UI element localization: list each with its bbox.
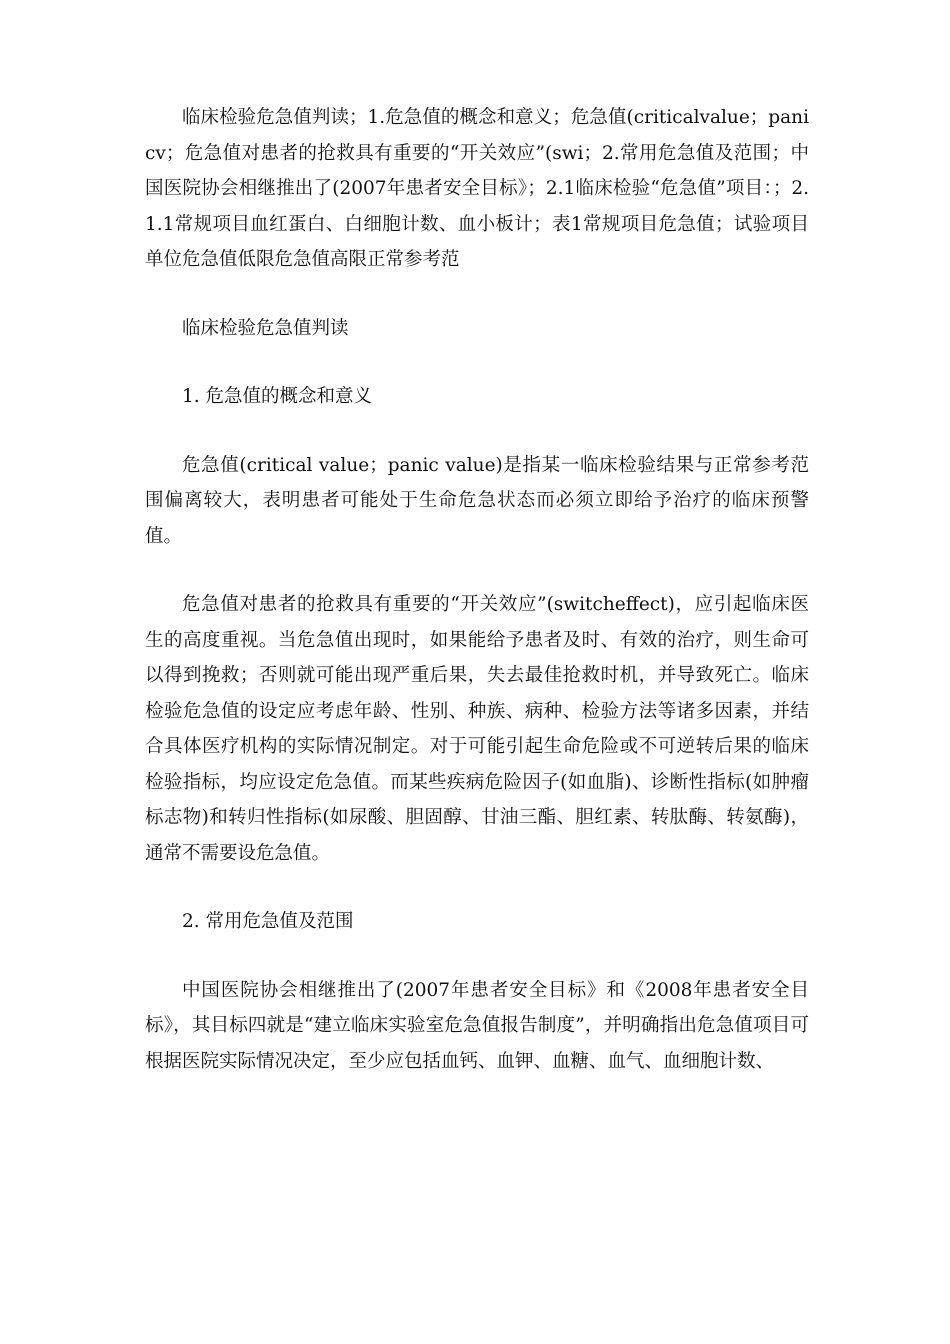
summary-paragraph: 临床检验危急值判读；1.危急值的概念和意义；危急值(criticalvalue；panicv；危急值对患者的抢救具有重要的“开关效应”(swi；2.常用危急值及范围；中国医院协会相继推出了(2007年患者安全目标》；2.1临床检验“危急值”项目：；2.1.1常规项目血红蛋白、白细胞计数、血小板计；表1常规项目危急值；试验项目单位危急值低限危急值高限正常参考范: [145, 107, 809, 270]
section-2-heading: 2. 常用危急值及范围: [182, 911, 354, 932]
document-title: 临床检验危急值判读: [182, 317, 349, 339]
section-1-paragraph-2: 危急值对患者的抢救具有重要的“开关效应”(switcheffect)，应引起临床医生的高度重视。当危急值出现时，如果能给予患者及时、有效的治疗，则生命可以得到挽救；否则就可能出现严重后果，失去最佳抢救时机，并导致死亡。临床检验危急值的设定应考虑年龄、性别、种族、病种、检验方法等诸多因素，并结合具体医疗机构的实际情况制定。对于可能引起生命危险或不可逆转后果的临床检验指标，均应设定危急值。而某些疾病危险因子(如血脂)、诊断性指标(如肿瘤标志物)和转归性指标(如尿酸、胆固醇、甘油三酯、胆红素、转肽酶、转氨酶)，通常不需要设危急值。: [145, 594, 809, 864]
document-page: [145, 100, 809, 1112]
section-1-heading: 1. 危急值的概念和意义: [182, 386, 373, 407]
section-2-paragraph-1: 中国医院协会相继推出了(2007年患者安全目标》和《2008年患者安全目标》，其目标四就是“建立临床实验室危急值报告制度”，并明确指出危急值项目可根据医院实际情况决定，至少应包括血钙、血钾、血糖、血气、血细胞计数、: [145, 979, 809, 1072]
section-1-paragraph-1: 危急值(critical value；panic value)是指某一临床检验结果与正常参考范围偏离较大，表明患者可能处于生命危急状态而必须立即给予治疗的临床预警值。: [145, 454, 809, 547]
